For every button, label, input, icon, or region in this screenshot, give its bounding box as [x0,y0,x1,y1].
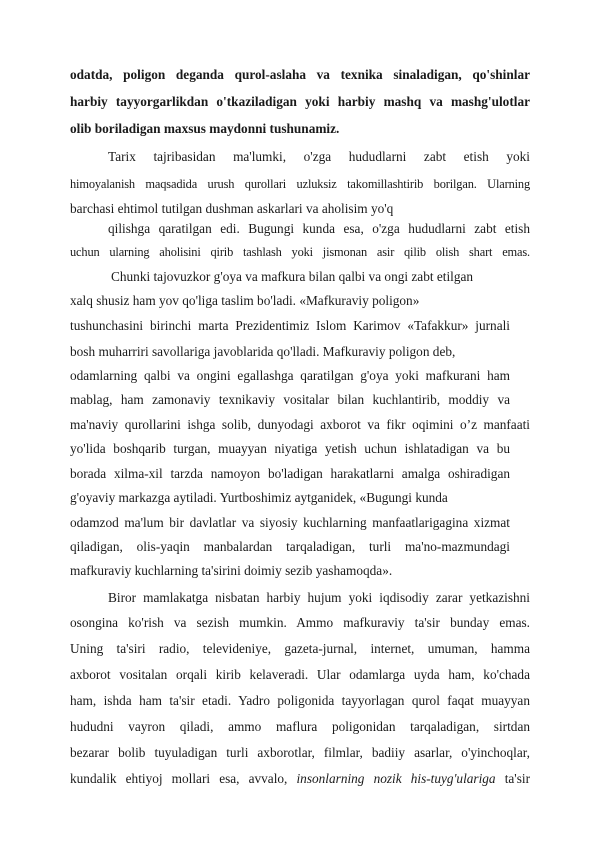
text-line: yo'lida boshqarib turgan, muayyan niyatiga yetish uchun ishlatadigan va bu [70,441,510,456]
text-line: Chunki tajovuzkor g'oya va mafkura bilan qalbi va ongi zabt etilgan [111,269,474,284]
text-line: g'oyaviy markazga aytiladi. Yurtboshimiz aytganidek, «Bugungi kunda [70,490,448,505]
text-line: himoyalanish maqsadida urush qurollari uzluksiz takomillashtirib borilgan. Ularning [70,177,530,191]
text-line: bosh muharriri savollariga javoblarida qo'lladi. Mafkuraviy poligon deb, [70,344,456,359]
text-line: barchasi ehtimol tutilgan dushman askarlari va aholisim yo'q [70,201,394,216]
text-line: qiladigan, olis-yaqin manbalardan tarqaladigan, turli ma'no-mazmundagi [70,539,510,554]
text-run: ta'sir [495,771,530,786]
text-line: tushunchasini birinchi marta Prezidentimiz Islom Karimov «Tafakkur» jurnali [70,318,510,333]
text-line: odamlarning qalbi va ongini egallashga qaratilgan g'oya yoki mafkurani ham [70,368,510,383]
text-line: axborot vositalan orqali kirib kelaveradi. Ular odamlarga uyda ham, ko'chada [70,667,530,682]
text-line: olib boriladigan maxsus maydonni tushunamiz. [70,121,340,136]
text-line: Uning ta'siri radio, televideniye, gazeta-jurnal, internet, umuman, hamma [70,641,530,656]
text-line: uchun ularning aholisini qirib tashlash yoki jismonan asir qilib olish shart emas. [70,245,530,259]
text-line: qilishga qaratilgan edi. Bugungi kunda esa, o'zga hududlarni zabt etish [108,221,530,236]
text-line: Biror mamlakatga nisbatan harbiy hujum yoki iqdisodiy zarar yetkazishni [108,590,530,605]
text-run: kundalik ehtiyoj mollari esa, avvalo, [70,771,297,786]
text-line: odamzod ma'lum bir davlatlar va siyosiy kuchlarning manfaatlarigagina xizmat [70,515,510,530]
text-line: ma'naviy qurollarini ishga solib, dunyodagi axborot va fikr oqimini o’z manfaati [70,417,530,432]
text-line: osongina ko'rish va sezish mumkin. Ammo mafkuraviy ta'sir bunday emas. [70,615,530,630]
text-line: odatda, poligon deganda qurol-aslaha va texnika sinaladigan, qo'shinlar [70,67,530,82]
text-line: Tarix tajribasidan ma'lumki, o'zga hududlarni zabt etish yoki [108,149,530,164]
text-line: mafkuraviy kuchlarning ta'sirini doimiy sezib yashamoqda». [70,563,393,578]
text-line: hududni vayron qiladi, ammo maflura poligonidan tarqaladigan, sirtdan [70,719,530,734]
text-line: harbiy tayyorgarlikdan o'tkaziladigan yoki harbiy mashq va mashg'ulotlar [70,94,530,109]
text-line: bezarar bolib tuyuladigan turli axborotlar, filmlar, badiiy asarlar, o'yinchoqlar, [70,745,530,760]
text-line: xalq shusiz ham yov qo'liga taslim bo'ladi. «Mafkuraviy poligon» [70,293,420,308]
text-line: borada xilma-xil tarzda namoyon bo'ladigan harakatlarni amalga oshiradigan [70,466,510,481]
text-line: ham, ishda ham ta'sir etadi. Yadro poligonida tayyorlagan qurol faqat muayyan [70,693,530,708]
italic-phrase: insonlarning nozik his-tuyg'ulariga [296,771,496,786]
text-line: mablag, ham zamonaviy texnikaviy vositalar bilan kuchlantirib, moddiy va [70,392,510,407]
text-line-last [70,770,530,788]
